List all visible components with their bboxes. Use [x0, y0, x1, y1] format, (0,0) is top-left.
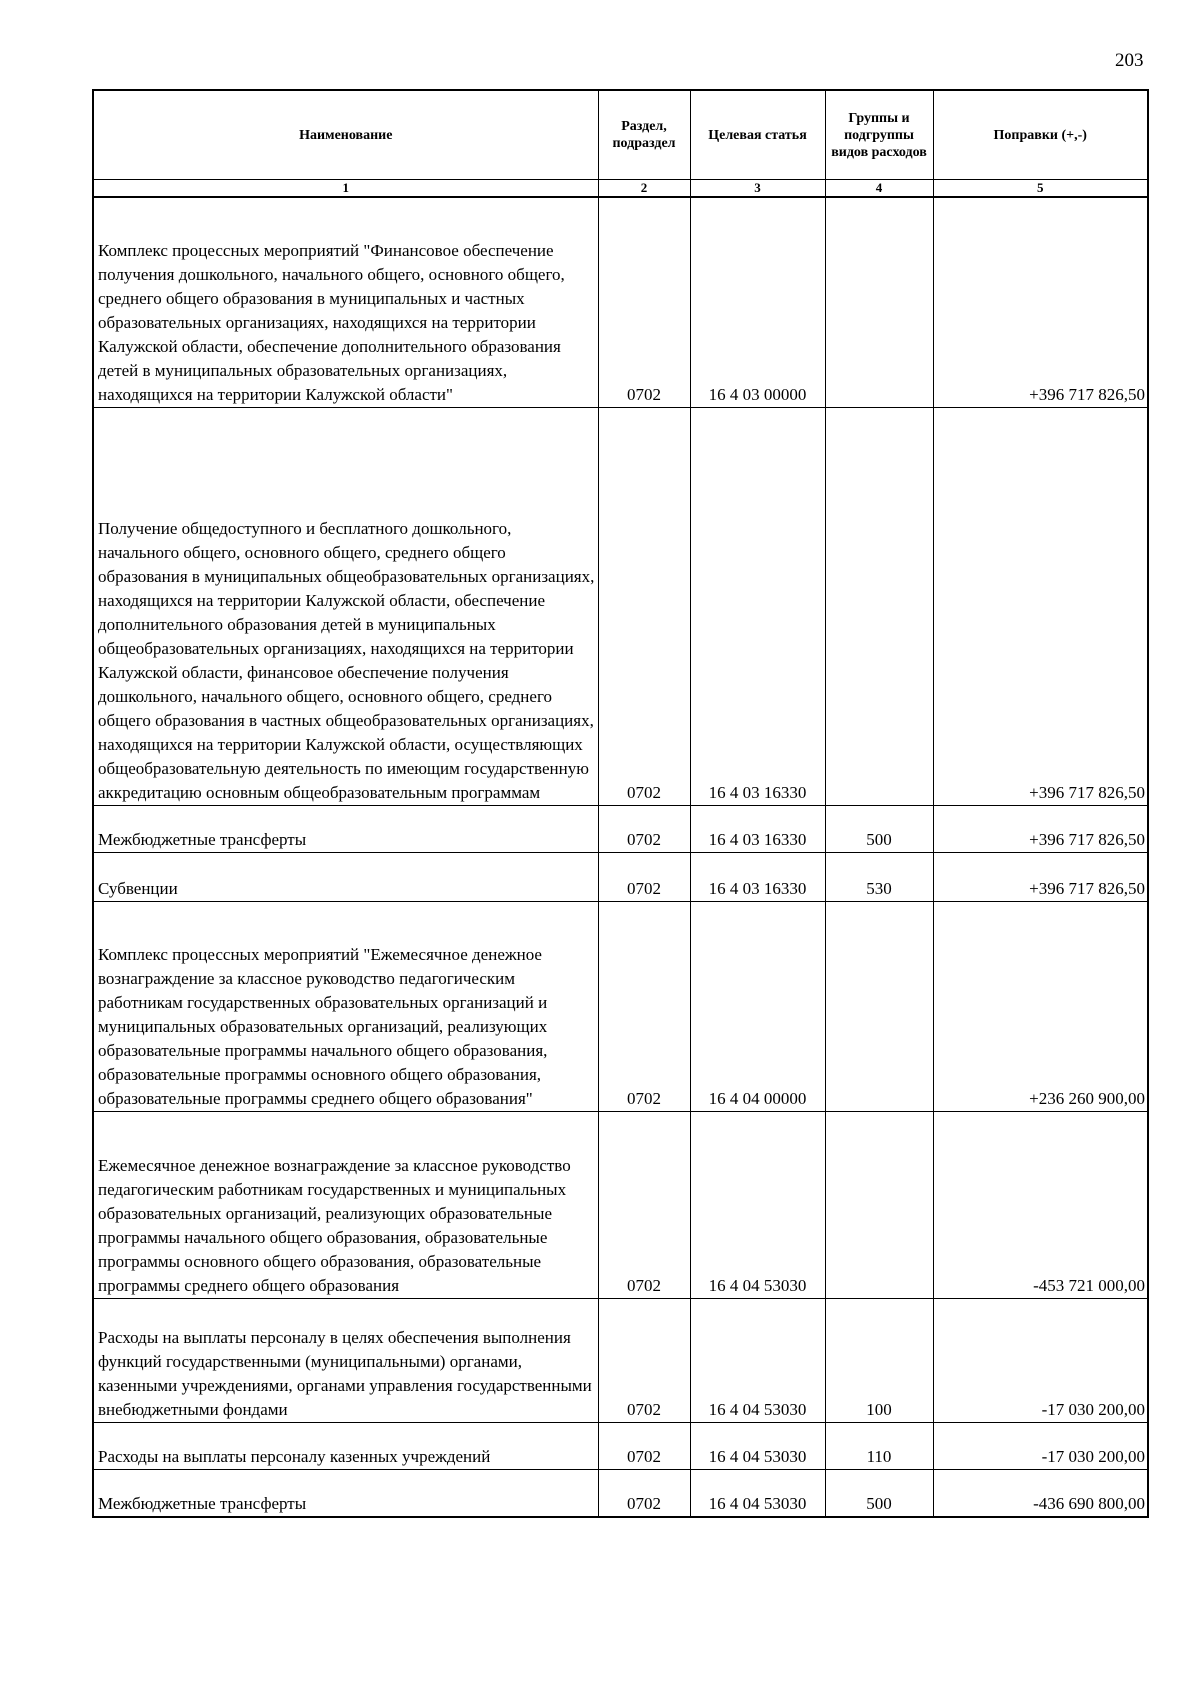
- row-group: 500: [825, 1469, 933, 1517]
- row-name: Расходы на выплаты персоналу казенных учреждений: [93, 1422, 598, 1469]
- row-name: Расходы на выплаты персоналу в целях обеспечения выполнения функций государственными (муниципальными) органами, казенными учреждениями, органами управления государственными внебюджетными фондами: [93, 1298, 598, 1422]
- header-target: Целевая статья: [690, 90, 825, 180]
- row-target: 16 4 04 00000: [690, 901, 825, 1111]
- column-number: 1: [93, 180, 598, 198]
- row-target: 16 4 03 16330: [690, 852, 825, 901]
- row-section: 0702: [598, 852, 690, 901]
- row-group: [825, 407, 933, 805]
- row-target: 16 4 03 16330: [690, 805, 825, 852]
- row-section: 0702: [598, 407, 690, 805]
- column-number: 3: [690, 180, 825, 198]
- row-section: 0702: [598, 805, 690, 852]
- row-amount: -17 030 200,00: [933, 1298, 1148, 1422]
- row-group: 100: [825, 1298, 933, 1422]
- table-row: [93, 407, 1148, 805]
- table-header-row: [93, 90, 1148, 180]
- row-group: 500: [825, 805, 933, 852]
- row-group: [825, 901, 933, 1111]
- row-target: 16 4 03 00000: [690, 197, 825, 407]
- column-number: 4: [825, 180, 933, 198]
- header-amount: Поправки (+,-): [933, 90, 1148, 180]
- row-amount: +396 717 826,50: [933, 197, 1148, 407]
- row-section: 0702: [598, 1298, 690, 1422]
- row-target: 16 4 04 53030: [690, 1422, 825, 1469]
- row-section: 0702: [598, 1469, 690, 1517]
- row-target: 16 4 04 53030: [690, 1469, 825, 1517]
- row-amount: -17 030 200,00: [933, 1422, 1148, 1469]
- header-groups: Группы и подгруппы видов расходов: [825, 90, 933, 180]
- table-row: [93, 1469, 1148, 1517]
- column-number: 5: [933, 180, 1148, 198]
- row-target: 16 4 04 53030: [690, 1111, 825, 1298]
- row-amount: +236 260 900,00: [933, 901, 1148, 1111]
- column-number-row: [93, 180, 1148, 198]
- row-section: 0702: [598, 901, 690, 1111]
- table-row: [93, 852, 1148, 901]
- row-target: 16 4 03 16330: [690, 407, 825, 805]
- row-group: 530: [825, 852, 933, 901]
- table-row: [93, 1298, 1148, 1422]
- row-section: 0702: [598, 197, 690, 407]
- row-name: Комплекс процессных мероприятий "Финансовое обеспечение получения дошкольного, начального общего, основного общего, среднего общего образования в муниципальных и частных образовательных организациях, находящихся на территории Калужской области, обеспечение дополнительного образования детей в муниципальных образовательных организациях, находящихся на территории Калужской области": [93, 197, 598, 407]
- row-group: [825, 1111, 933, 1298]
- row-name: Межбюджетные трансферты: [93, 1469, 598, 1517]
- row-amount: -453 721 000,00: [933, 1111, 1148, 1298]
- row-amount: -436 690 800,00: [933, 1469, 1148, 1517]
- header-name: Наименование: [93, 90, 598, 180]
- row-amount: +396 717 826,50: [933, 852, 1148, 901]
- table-row: [93, 805, 1148, 852]
- table-row: [93, 1422, 1148, 1469]
- row-section: 0702: [598, 1422, 690, 1469]
- row-amount: +396 717 826,50: [933, 407, 1148, 805]
- table-row: [93, 1111, 1148, 1298]
- table-row: [93, 197, 1148, 407]
- row-target: 16 4 04 53030: [690, 1298, 825, 1422]
- row-name: Комплекс процессных мероприятий "Ежемесячное денежное вознаграждение за классное руководство педагогическим работникам государственных образовательных организаций и муниципальных образовательных организаций, реализующих образовательные программы начального общего образования, образовательные программы основного общего образования, образовательные программы среднего общего образования": [93, 901, 598, 1111]
- row-name: Получение общедоступного и бесплатного дошкольного, начального общего, основного общего, среднего общего образования в муниципальных общеобразовательных организациях, находящихся на территории Калужской области, обеспечение дополнительного образования детей в муниципальных общеобразовательных организациях, находящихся на территории Калужской области, финансовое обеспечение получения дошкольного, начального общего, основного общего, среднего общего образования в частных общеобразовательных организациях, находящихся на территории Калужской области, осуществляющих общеобразовательную деятельность по имеющим государственную аккредитацию основным общеобразовательным программам: [93, 407, 598, 805]
- header-section: Раздел, подраздел: [598, 90, 690, 180]
- row-group: [825, 197, 933, 407]
- page-number: 203: [1115, 50, 1144, 71]
- budget-amendments-table: [92, 89, 1149, 1518]
- row-amount: +396 717 826,50: [933, 805, 1148, 852]
- row-name: Субвенции: [93, 852, 598, 901]
- row-name: Межбюджетные трансферты: [93, 805, 598, 852]
- row-group: 110: [825, 1422, 933, 1469]
- row-name: Ежемесячное денежное вознаграждение за классное руководство педагогическим работникам государственных и муниципальных образовательных организаций, реализующих образовательные программы начального общего образования, образовательные программы основного общего образования, образовательные программы среднего общего образования: [93, 1111, 598, 1298]
- row-section: 0702: [598, 1111, 690, 1298]
- column-number: 2: [598, 180, 690, 198]
- budget-table-container: [92, 89, 1147, 1518]
- table-row: [93, 901, 1148, 1111]
